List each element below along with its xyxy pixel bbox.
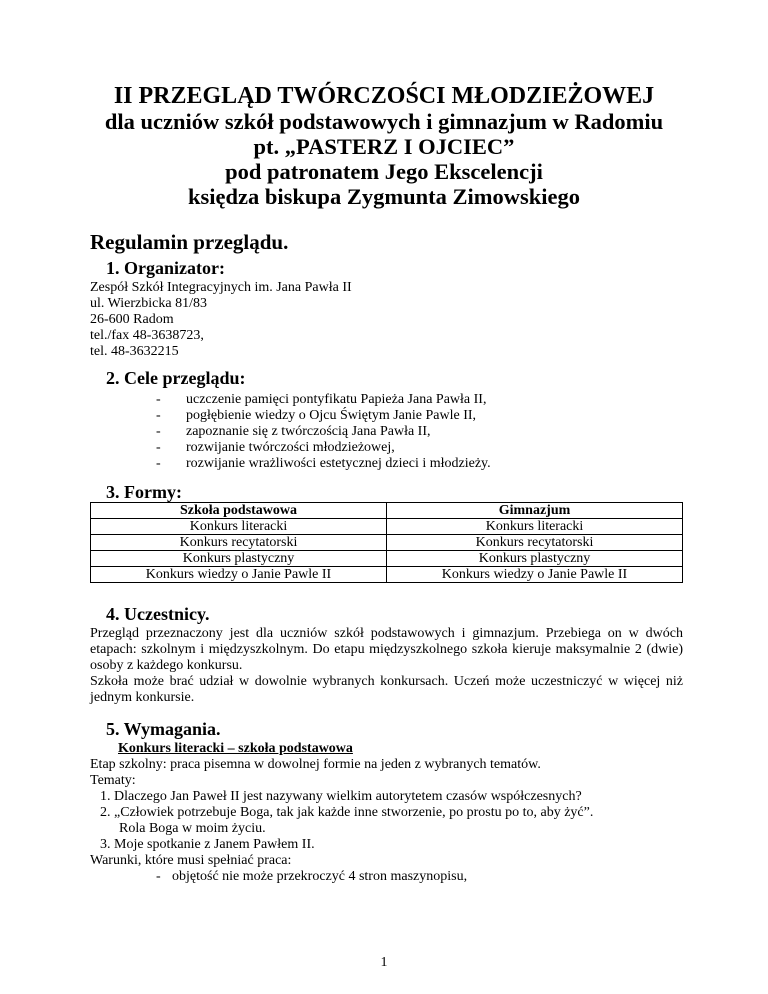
paragraph: Szkoła może brać udział w dowolnie wybranych konkursach. Uczeń może uczestniczyć w więcej niż jednym konkursie. <box>90 674 683 705</box>
table-cell: Konkurs recytatorski <box>387 535 683 551</box>
list-item: - zapoznanie się z twórczością Jana Pawła II, <box>156 424 431 439</box>
forms-table <box>90 502 683 583</box>
list-item: - rozwijanie twórczości młodzieżowej, <box>156 440 395 455</box>
table-row <box>91 535 683 551</box>
list-item: - rozwijanie wrażliwości estetycznej dzieci i młodzieży. <box>156 456 491 471</box>
participants-text <box>90 626 683 706</box>
table-cell: Konkurs plastyczny <box>91 551 387 567</box>
intro-line: Etap szkolny: praca pisemna w dowolnej formie na jeden z wybranych tematów. <box>90 757 541 772</box>
table-header-row <box>91 503 683 519</box>
goals-list <box>156 392 491 472</box>
topic-item: 3. Moje spotkanie z Janem Pawłem II. <box>100 837 315 852</box>
table-row <box>91 567 683 583</box>
address-line: Zespół Szkół Integracyjnych im. Jana Pawła II <box>90 280 352 295</box>
topic-item: 2. „Człowiek potrzebuje Boga, tak jak każde inne stworzenie, po prostu po to, aby żyć”. <box>100 805 594 820</box>
title-line: dla uczniów szkół podstawowych i gimnazjum w Radomiu <box>104 109 664 134</box>
forms-heading: 3. Formy: <box>106 482 182 502</box>
participants-heading: 4. Uczestnicy. <box>106 604 210 624</box>
page-number: 1 <box>380 955 388 970</box>
list-item: - pogłębienie wiedzy o Ojcu Świętym Janie Pawle II, <box>156 408 477 423</box>
list-item: - objętość nie może przekroczyć 4 stron maszynopisu, <box>156 869 468 884</box>
title-line: pod patronatem Jego Ekscelencji <box>225 159 543 184</box>
table-cell: Konkurs recytatorski <box>91 535 387 551</box>
title-line: pt. „PASTERZ I OJCIEC” <box>253 134 515 159</box>
address-line: tel. 48-3632215 <box>90 344 179 359</box>
list-item: - uczczenie pamięci pontyfikatu Papieża Jana Pawła II, <box>156 392 487 407</box>
table-cell: Konkurs wiedzy o Janie Pawle II <box>387 567 683 583</box>
table-cell: Konkurs plastyczny <box>387 551 683 567</box>
table-cell: Konkurs literacki <box>387 519 683 535</box>
requirements-heading: 5. Wymagania. <box>106 719 221 739</box>
table-row <box>91 551 683 567</box>
conditions-label: Warunki, które musi spełniać praca: <box>90 853 292 868</box>
organizer-heading: 1. Organizator: <box>106 258 225 278</box>
table-cell: Konkurs wiedzy o Janie Pawle II <box>91 567 387 583</box>
document-title <box>0 84 768 209</box>
topic-item: 1. Dlaczego Jan Paweł II jest nazywany wielkim autorytetem czasów współczesnych? <box>100 789 582 804</box>
requirements-subheading: Konkurs literacki – szkoła podstawowa <box>118 741 353 756</box>
title-line: księdza biskupa Zygmunta Zimowskiego <box>188 184 580 209</box>
column-header: Szkoła podstawowa <box>91 503 387 519</box>
table-row <box>91 519 683 535</box>
goals-heading: 2. Cele przeglądu: <box>106 368 246 388</box>
address-line: tel./fax 48-3638723, <box>90 328 204 343</box>
address-line: ul. Wierzbicka 81/83 <box>90 296 207 311</box>
requirements-text <box>90 757 690 885</box>
paragraph: Przegląd przeznaczony jest dla uczniów szkół podstawowych i gimnazjum. Przebiega on w dwóch etapach: szkolnym i międzyszkolnym. Do etapu międzyszkolnego szkoła kieruje maksymalnie 2 (dwie) osoby z każdego konkursu. <box>90 626 683 673</box>
table-cell: Konkurs literacki <box>91 519 387 535</box>
organizer-address <box>90 280 352 360</box>
topic-continuation: Rola Boga w moim życiu. <box>119 821 266 836</box>
column-header: Gimnazjum <box>387 503 683 519</box>
address-line: 26-600 Radom <box>90 312 174 327</box>
topics-label: Tematy: <box>90 773 136 788</box>
title-line: II PRZEGLĄD TWÓRCZOŚCI MŁODZIEŻOWEJ <box>113 83 655 109</box>
regulamin-heading: Regulamin przeglądu. <box>90 230 289 254</box>
